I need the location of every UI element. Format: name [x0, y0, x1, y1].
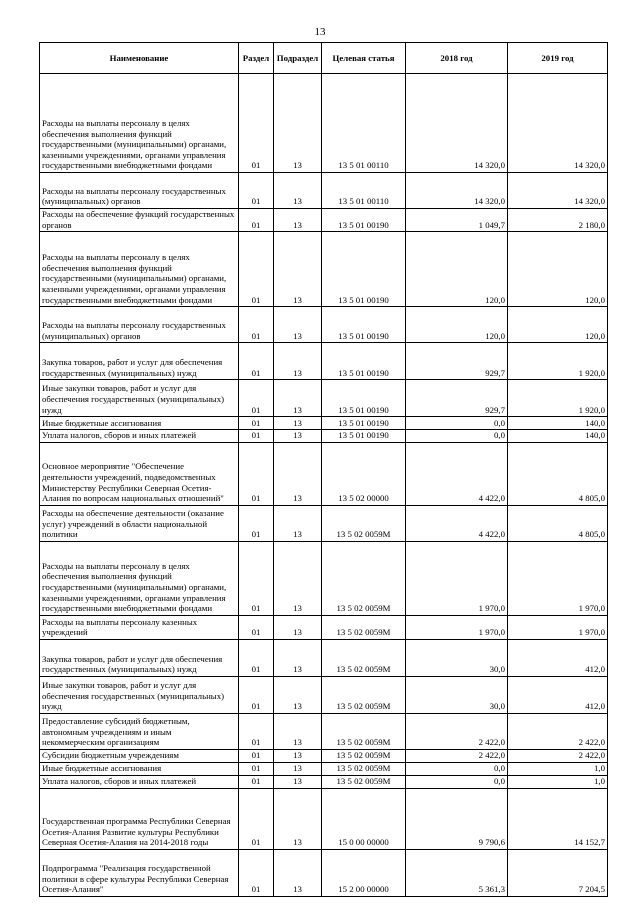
row-value-2019: 1,0 — [508, 762, 608, 775]
row-target-article: 13 5 02 0059М — [322, 775, 406, 788]
row-section: 01 — [239, 676, 274, 713]
row-subsection: 13 — [274, 209, 322, 232]
row-target-article: 13 5 01 00190 — [322, 343, 406, 380]
row-section: 01 — [239, 430, 274, 443]
row-value-2018: 0,0 — [406, 417, 508, 430]
row-value-2018: 120,0 — [406, 307, 508, 343]
table-row — [40, 417, 608, 430]
table-row — [40, 615, 608, 639]
row-value-2018: 2 422,0 — [406, 749, 508, 762]
row-target-article: 13 5 02 0059М — [322, 541, 406, 615]
row-section: 01 — [239, 749, 274, 762]
row-value-2019: 1 970,0 — [508, 541, 608, 615]
row-name: Закупка товаров, работ и услуг для обеспечения государственных (муниципальных) нужд — [40, 343, 239, 380]
row-subsection: 13 — [274, 232, 322, 307]
row-value-2019: 1 970,0 — [508, 615, 608, 639]
row-section: 01 — [239, 307, 274, 343]
row-subsection: 13 — [274, 505, 322, 541]
row-value-2018: 929,7 — [406, 343, 508, 380]
row-target-article: 13 5 01 00190 — [322, 380, 406, 417]
table-row — [40, 343, 608, 380]
table-row — [40, 173, 608, 209]
row-target-article: 13 5 02 0059М — [322, 639, 406, 676]
row-target-article: 13 5 01 00190 — [322, 209, 406, 232]
table-row — [40, 762, 608, 775]
row-value-2018: 0,0 — [406, 430, 508, 443]
row-section: 01 — [239, 775, 274, 788]
row-value-2018: 2 422,0 — [406, 713, 508, 749]
header-subsection: Подраздел — [274, 43, 322, 74]
header-2019: 2019 год — [508, 43, 608, 74]
row-value-2019: 1 920,0 — [508, 380, 608, 417]
row-subsection: 13 — [274, 788, 322, 849]
row-subsection: 13 — [274, 615, 322, 639]
row-section: 01 — [239, 541, 274, 615]
table-row — [40, 639, 608, 676]
row-target-article: 13 5 02 0059М — [322, 762, 406, 775]
row-value-2019: 14 320,0 — [508, 74, 608, 173]
row-value-2019: 412,0 — [508, 639, 608, 676]
header-section: Раздел — [239, 43, 274, 74]
table-row — [40, 788, 608, 849]
row-target-article: 13 5 02 0059М — [322, 749, 406, 762]
row-section: 01 — [239, 173, 274, 209]
row-subsection: 13 — [274, 749, 322, 762]
row-value-2019: 120,0 — [508, 307, 608, 343]
row-subsection: 13 — [274, 713, 322, 749]
row-target-article: 15 0 00 00000 — [322, 788, 406, 849]
row-subsection: 13 — [274, 541, 322, 615]
row-target-article: 13 5 01 00190 — [322, 417, 406, 430]
row-name: Иные закупки товаров, работ и услуг для обеспечения государственных (муниципальных) нужд — [40, 676, 239, 713]
row-name: Уплата налогов, сборов и иных платежей — [40, 775, 239, 788]
row-value-2018: 30,0 — [406, 639, 508, 676]
table-row — [40, 775, 608, 788]
table-row — [40, 442, 608, 505]
row-target-article: 13 5 02 00000 — [322, 442, 406, 505]
row-section: 01 — [239, 762, 274, 775]
row-section: 01 — [239, 615, 274, 639]
row-name: Государственная программа Республики Северная Осетия-Алания Развитие культуры Республики Северная Осетия-Алания на 2014-2018 годы — [40, 788, 239, 849]
row-name: Подпрограмма "Реализация государственной политики в сфере культуры Республики Северная Осетия-Алания" — [40, 849, 239, 896]
row-name: Субсидии бюджетным учреждениям — [40, 749, 239, 762]
header-2018: 2018 год — [406, 43, 508, 74]
row-target-article: 13 5 02 0059М — [322, 713, 406, 749]
row-value-2018: 1 049,7 — [406, 209, 508, 232]
row-name: Расходы на обеспечение функций государственных органов — [40, 209, 239, 232]
row-target-article: 13 5 02 0059М — [322, 615, 406, 639]
row-value-2019: 1 920,0 — [508, 343, 608, 380]
row-subsection: 13 — [274, 639, 322, 676]
row-section: 01 — [239, 209, 274, 232]
table-row — [40, 749, 608, 762]
row-value-2018: 1 970,0 — [406, 615, 508, 639]
row-name: Закупка товаров, работ и услуг для обеспечения государственных (муниципальных) нужд — [40, 639, 239, 676]
row-value-2018: 14 320,0 — [406, 74, 508, 173]
row-target-article: 13 5 01 00110 — [322, 74, 406, 173]
row-value-2018: 1 970,0 — [406, 541, 508, 615]
row-subsection: 13 — [274, 430, 322, 443]
row-target-article: 13 5 01 00110 — [322, 173, 406, 209]
row-section: 01 — [239, 713, 274, 749]
row-name: Основное мероприятие "Обеспечение деятельности учреждений, подведомственных Министерству Республики Северная Осетия-Алания по вопросам национальных отношений" — [40, 442, 239, 505]
row-subsection: 13 — [274, 380, 322, 417]
row-value-2019: 4 805,0 — [508, 442, 608, 505]
row-value-2019: 7 204,5 — [508, 849, 608, 896]
row-name: Расходы на выплаты персоналу в целях обеспечения выполнения функций государственными (муниципальными) органами, казенными учреждениями, органами управления государственными внебюджетными фондами — [40, 74, 239, 173]
row-value-2019: 2 180,0 — [508, 209, 608, 232]
table-row — [40, 541, 608, 615]
row-subsection: 13 — [274, 762, 322, 775]
row-value-2018: 0,0 — [406, 762, 508, 775]
row-name: Иные закупки товаров, работ и услуг для обеспечения государственных (муниципальных) нужд — [40, 380, 239, 417]
table-row — [40, 232, 608, 307]
row-name: Расходы на выплаты персоналу казенных учреждений — [40, 615, 239, 639]
row-subsection: 13 — [274, 676, 322, 713]
row-value-2018: 9 790,6 — [406, 788, 508, 849]
row-value-2018: 5 361,3 — [406, 849, 508, 896]
row-value-2018: 30,0 — [406, 676, 508, 713]
row-section: 01 — [239, 417, 274, 430]
row-value-2018: 0,0 — [406, 775, 508, 788]
header-target-article: Целевая статья — [322, 43, 406, 74]
row-name: Предоставление субсидий бюджетным, автономным учреждениям и иным некоммерческим организациям — [40, 713, 239, 749]
row-name: Уплата налогов, сборов и иных платежей — [40, 430, 239, 443]
row-value-2019: 2 422,0 — [508, 749, 608, 762]
row-target-article: 13 5 02 0059М — [322, 676, 406, 713]
row-subsection: 13 — [274, 849, 322, 896]
row-section: 01 — [239, 380, 274, 417]
row-value-2019: 1,0 — [508, 775, 608, 788]
row-name: Расходы на выплаты персоналу в целях обеспечения выполнения функций государственными (муниципальными) органами, казенными учреждениями, органами управления государственными внебюджетными фондами — [40, 232, 239, 307]
row-value-2019: 14 320,0 — [508, 173, 608, 209]
row-value-2018: 4 422,0 — [406, 505, 508, 541]
row-subsection: 13 — [274, 343, 322, 380]
row-value-2018: 14 320,0 — [406, 173, 508, 209]
row-target-article: 13 5 01 00190 — [322, 232, 406, 307]
row-value-2018: 929,7 — [406, 380, 508, 417]
row-target-article: 13 5 01 00190 — [322, 430, 406, 443]
row-target-article: 13 5 01 00190 — [322, 307, 406, 343]
table-row — [40, 307, 608, 343]
page-number: 13 — [314, 26, 326, 38]
budget-table — [39, 42, 608, 897]
row-value-2019: 120,0 — [508, 232, 608, 307]
table-row — [40, 676, 608, 713]
row-section: 01 — [239, 788, 274, 849]
row-section: 01 — [239, 232, 274, 307]
row-target-article: 13 5 02 0059М — [322, 505, 406, 541]
row-subsection: 13 — [274, 307, 322, 343]
table-row — [40, 74, 608, 173]
table-row — [40, 380, 608, 417]
table-row — [40, 505, 608, 541]
table-body — [40, 74, 608, 897]
row-value-2018: 120,0 — [406, 232, 508, 307]
row-name: Расходы на выплаты персоналу государственных (муниципальных) органов — [40, 173, 239, 209]
row-name: Иные бюджетные ассигнования — [40, 762, 239, 775]
row-value-2019: 140,0 — [508, 430, 608, 443]
row-subsection: 13 — [274, 442, 322, 505]
row-subsection: 13 — [274, 775, 322, 788]
table-row — [40, 430, 608, 443]
row-section: 01 — [239, 74, 274, 173]
row-section: 01 — [239, 849, 274, 896]
row-section: 01 — [239, 442, 274, 505]
row-name: Расходы на выплаты персоналу в целях обеспечения выполнения функций государственными (муниципальными) органами, казенными учреждениями, органами управления государственными внебюджетными фондами — [40, 541, 239, 615]
row-value-2019: 4 805,0 — [508, 505, 608, 541]
header-name: Наименование — [40, 43, 239, 74]
row-value-2019: 140,0 — [508, 417, 608, 430]
table-row — [40, 849, 608, 896]
row-section: 01 — [239, 505, 274, 541]
row-value-2019: 14 152,7 — [508, 788, 608, 849]
row-subsection: 13 — [274, 417, 322, 430]
row-name: Расходы на выплаты персоналу государственных (муниципальных) органов — [40, 307, 239, 343]
row-section: 01 — [239, 343, 274, 380]
row-value-2018: 4 422,0 — [406, 442, 508, 505]
row-value-2019: 2 422,0 — [508, 713, 608, 749]
row-subsection: 13 — [274, 173, 322, 209]
table-header-row — [40, 43, 608, 74]
row-section: 01 — [239, 639, 274, 676]
row-name: Расходы на обеспечение деятельности (оказание услуг) учреждений в области национальной политики — [40, 505, 239, 541]
row-target-article: 15 2 00 00000 — [322, 849, 406, 896]
row-subsection: 13 — [274, 74, 322, 173]
table-row — [40, 713, 608, 749]
row-value-2019: 412,0 — [508, 676, 608, 713]
table-row — [40, 209, 608, 232]
row-name: Иные бюджетные ассигнования — [40, 417, 239, 430]
